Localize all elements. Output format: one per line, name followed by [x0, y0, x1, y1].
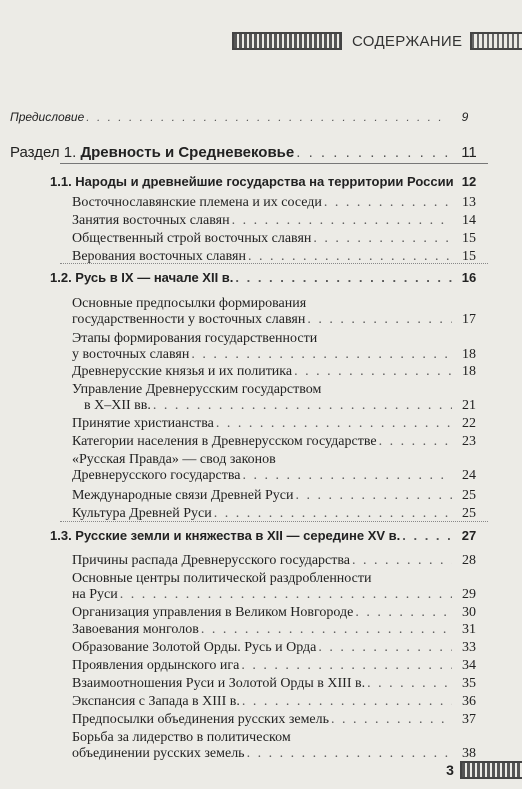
toc-entry-text: Древность и Средневековье — [80, 144, 295, 161]
toc-entry-page: 12 — [461, 174, 477, 189]
toc-entry-page: 17 — [462, 312, 476, 327]
toc-entry-text: государственности у восточных славян — [72, 312, 306, 327]
toc-entry-page: 18 — [462, 347, 476, 362]
toc-entry[interactable] — [72, 712, 484, 728]
toc-entry-text: Общественный строй восточных славян — [72, 231, 312, 246]
toc-entry-page: 24 — [462, 468, 476, 483]
toc-entry-text: Предисловие — [10, 110, 85, 124]
toc-entry-text: Международные связи Древней Руси — [72, 488, 294, 503]
divider — [60, 163, 488, 164]
toc-entry[interactable] — [72, 231, 484, 247]
toc-entry[interactable] — [72, 364, 484, 380]
toc-entry-page: 36 — [462, 694, 476, 709]
toc-entry-page: 9 — [461, 110, 469, 124]
toc-entry-text: Категории населения в Древнерусском государстве — [72, 434, 377, 449]
toc-entry-page: 16 — [461, 270, 477, 285]
toc-entry-page: 30 — [462, 605, 476, 620]
toc-entry-text: Завоевания монголов — [72, 622, 199, 637]
toc-entry[interactable]: «Русская Правда» — свод законов Древнерусского государства . . . 24 — [72, 452, 484, 484]
header-decoration-right — [470, 32, 522, 50]
page-number: 3 — [446, 762, 454, 778]
toc-entry-text: Принятие христианства — [72, 416, 214, 431]
toc-entry-text: у восточных славян — [72, 347, 190, 362]
toc-entry[interactable] — [72, 195, 484, 211]
toc-entry-text: Взаимоотношения Руси и Золотой Орды в XIII в. — [72, 676, 366, 691]
toc-entry[interactable] — [72, 434, 484, 450]
toc-entry-page: 38 — [462, 746, 476, 761]
toc-entry-page: 15 — [462, 231, 476, 246]
toc-entry-1-1[interactable] — [50, 174, 484, 189]
toc-entry[interactable] — [72, 694, 484, 710]
toc-section-prefix: Раздел 1. — [10, 144, 77, 161]
divider — [60, 521, 488, 522]
toc-entry-page: 18 — [462, 364, 476, 379]
toc-entry-page: 22 — [462, 416, 476, 431]
toc-entry[interactable]: Борьба за лидерство в политическом объединении русских земель . . . 38 — [72, 730, 484, 762]
footer-decoration — [460, 761, 522, 779]
toc-entry[interactable]: Основные центры политической раздробленности на Руси . . . 29 — [72, 571, 484, 603]
toc-entry-text: Занятия восточных славян — [72, 213, 230, 228]
toc-entry-page: 11 — [461, 144, 477, 161]
toc-entry-page: 23 — [462, 434, 476, 449]
toc-entry-page: 37 — [462, 712, 476, 727]
toc-entry[interactable]: Этапы формирования государственности у восточных славян . . . 18 — [72, 331, 484, 363]
toc-entry-text: 1.3. Русские земли и княжества в XII — середине XV в. — [50, 528, 401, 543]
toc-entry-page: 31 — [462, 622, 476, 637]
toc-entry-text: Проявления ордынского ига — [72, 658, 240, 673]
toc-entry-page: 14 — [462, 213, 476, 228]
toc-entry-text: объединении русских земель — [72, 746, 245, 761]
toc-entry[interactable] — [72, 605, 484, 621]
toc-entry-text: Древнерусские князья и их политика — [72, 364, 293, 379]
toc-entry-page: 33 — [462, 640, 476, 655]
toc-entry-page: 35 — [462, 676, 476, 691]
toc-entry[interactable] — [72, 640, 484, 656]
toc-entry-page: 27 — [461, 528, 477, 543]
toc-entry-text: Восточнославянские племена и их соседи — [72, 195, 322, 210]
toc-entry[interactable] — [72, 553, 484, 569]
toc-entry-page: 28 — [462, 553, 476, 568]
toc-entry-text: Экспансия с Запада в XIII в. — [72, 694, 240, 709]
toc-entry[interactable] — [72, 213, 484, 229]
page-header — [232, 30, 522, 52]
toc-entry-page: 34 — [462, 658, 476, 673]
toc-entry-text: 1.2. Русь в IX — начале XII в. — [50, 270, 234, 285]
toc-entry-text: Организация управления в Великом Новгороде — [72, 605, 354, 620]
toc-entry-section-1[interactable] — [10, 144, 484, 161]
header-title: СОДЕРЖАНИЕ — [352, 32, 463, 50]
toc-entry-text: Образование Золотой Орды. Русь и Орда — [72, 640, 317, 655]
toc-entry[interactable] — [72, 676, 484, 692]
toc-entry[interactable]: Управление Древнерусским государством в X–XII вв. . . . 21 — [72, 382, 484, 414]
toc-entry[interactable] — [72, 488, 484, 504]
toc-entry-text: Предпосылки объединения русских земель — [72, 712, 330, 727]
toc-entry-page: 21 — [462, 398, 476, 413]
toc-entry-text: Древнерусского государства — [72, 468, 241, 483]
toc-entry-text: в X–XII вв. — [84, 398, 151, 413]
toc-entry-page: 25 — [462, 488, 476, 503]
toc-entry-text: 1.1. Народы и древнейшие государства на территории России — [50, 174, 454, 189]
toc-entry-page: 29 — [462, 587, 476, 602]
toc-entry[interactable] — [72, 506, 484, 522]
toc-entry[interactable] — [72, 622, 484, 638]
toc-entry[interactable] — [72, 416, 484, 432]
toc-entry[interactable] — [72, 658, 484, 674]
toc-entry-page: 25 — [462, 506, 476, 521]
toc-entry[interactable]: Основные предпосылки формирования государственности у восточных славян . . . 17 — [72, 296, 484, 328]
toc-entry-text: Верования восточных славян — [72, 249, 246, 264]
toc-entry-preface[interactable] — [10, 110, 480, 124]
page-footer — [440, 759, 522, 781]
toc-entry-page: 13 — [462, 195, 476, 210]
toc-entry-1-3[interactable] — [50, 528, 484, 543]
toc-entry-1-2[interactable] — [50, 270, 484, 285]
toc-entry-text: на Руси — [72, 587, 118, 602]
divider — [60, 263, 488, 264]
header-decoration-left — [232, 32, 342, 50]
toc-entry-page: 15 — [462, 249, 476, 264]
toc-entry-text: Причины распада Древнерусского государства — [72, 553, 351, 568]
toc-entry-text: Культура Древней Руси — [72, 506, 212, 521]
